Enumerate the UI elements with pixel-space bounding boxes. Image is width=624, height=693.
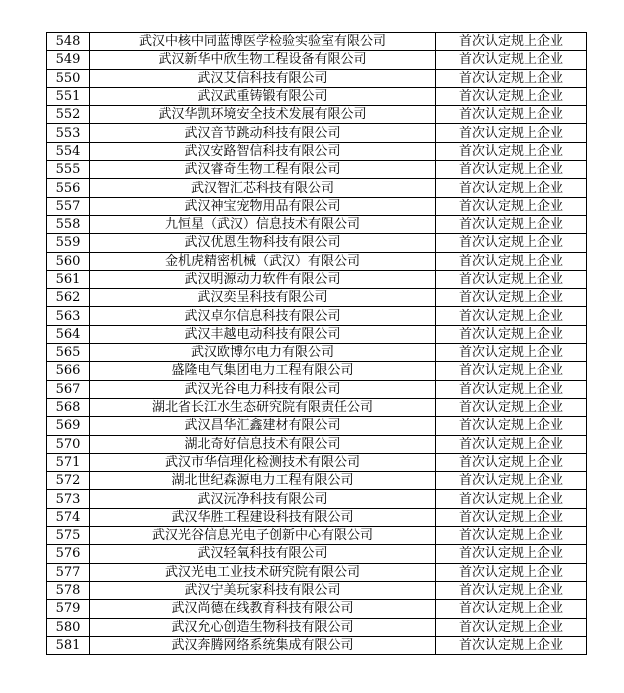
status-cell: 首次认定规上企业 [436,581,587,599]
company-name-cell: 武汉智汇芯科技有限公司 [90,179,436,197]
row-number-cell: 553 [47,124,90,142]
company-name-cell: 武汉欧博尔电力有限公司 [90,344,436,362]
status-cell: 首次认定规上企业 [436,270,587,288]
company-name-cell: 武汉睿奇生物工程有限公司 [90,161,436,179]
row-number-cell: 552 [47,106,90,124]
row-number-cell: 548 [47,33,90,51]
row-number-cell: 566 [47,362,90,380]
row-number-cell: 559 [47,234,90,252]
company-name-cell: 武汉奕呈科技有限公司 [90,289,436,307]
table-row [47,453,587,471]
company-name-cell: 金机虎精密机械（武汉）有限公司 [90,252,436,270]
table-row [47,289,587,307]
table-row [47,581,587,599]
table-row [47,380,587,398]
status-cell: 首次认定规上企业 [436,490,587,508]
company-name-cell: 湖北省长江水生态研究院有限责任公司 [90,398,436,416]
status-cell: 首次认定规上企业 [436,618,587,636]
row-number-cell: 562 [47,289,90,307]
table-row [47,197,587,215]
table-row [47,435,587,453]
row-number-cell: 576 [47,545,90,563]
table-row [47,142,587,160]
company-table-body [47,33,587,655]
table-row [47,106,587,124]
status-cell: 首次认定规上企业 [436,398,587,416]
status-cell: 首次认定规上企业 [436,380,587,398]
status-cell: 首次认定规上企业 [436,325,587,343]
company-name-cell: 武汉安路智信科技有限公司 [90,142,436,160]
status-cell: 首次认定规上企业 [436,106,587,124]
company-name-cell: 武汉新华中欣生物工程设备有限公司 [90,51,436,69]
table-row [47,307,587,325]
row-number-cell: 554 [47,142,90,160]
row-number-cell: 572 [47,472,90,490]
company-name-cell: 武汉尚德在线教育科技有限公司 [90,600,436,618]
table-row [47,508,587,526]
row-number-cell: 564 [47,325,90,343]
row-number-cell: 579 [47,600,90,618]
company-name-cell: 武汉光谷信息光电子创新中心有限公司 [90,527,436,545]
row-number-cell: 573 [47,490,90,508]
row-number-cell: 551 [47,87,90,105]
row-number-cell: 549 [47,51,90,69]
status-cell: 首次认定规上企业 [436,69,587,87]
status-cell: 首次认定规上企业 [436,51,587,69]
status-cell: 首次认定规上企业 [436,527,587,545]
row-number-cell: 550 [47,69,90,87]
company-name-cell: 武汉光谷电力科技有限公司 [90,380,436,398]
table-row [47,215,587,233]
table-row [47,161,587,179]
table-row [47,33,587,51]
status-cell: 首次认定规上企业 [436,636,587,654]
status-cell: 首次认定规上企业 [436,215,587,233]
row-number-cell: 581 [47,636,90,654]
table-row [47,69,587,87]
row-number-cell: 555 [47,161,90,179]
status-cell: 首次认定规上企业 [436,142,587,160]
company-name-cell: 武汉卓尔信息科技有限公司 [90,307,436,325]
status-cell: 首次认定规上企业 [436,289,587,307]
status-cell: 首次认定规上企业 [436,600,587,618]
table-row [47,87,587,105]
status-cell: 首次认定规上企业 [436,435,587,453]
table-row [47,563,587,581]
company-name-cell: 武汉神宝宠物用品有限公司 [90,197,436,215]
company-name-cell: 武汉允心创造生物科技有限公司 [90,618,436,636]
status-cell: 首次认定规上企业 [436,362,587,380]
row-number-cell: 580 [47,618,90,636]
company-name-cell: 武汉昌华汇鑫建材有限公司 [90,417,436,435]
table-row [47,490,587,508]
company-name-cell: 武汉华凯环境安全技术发展有限公司 [90,106,436,124]
table-row [47,618,587,636]
company-name-cell: 湖北世纪森源电力工程有限公司 [90,472,436,490]
row-number-cell: 571 [47,453,90,471]
company-name-cell: 武汉丰越电动科技有限公司 [90,325,436,343]
row-number-cell: 567 [47,380,90,398]
table-row [47,527,587,545]
table-row [47,545,587,563]
table-row [47,398,587,416]
table-row [47,124,587,142]
row-number-cell: 557 [47,197,90,215]
company-name-cell: 武汉音节跳动科技有限公司 [90,124,436,142]
company-name-cell: 武汉明源动力软件有限公司 [90,270,436,288]
table-row [47,636,587,654]
row-number-cell: 556 [47,179,90,197]
row-number-cell: 575 [47,527,90,545]
company-name-cell: 武汉艾信科技有限公司 [90,69,436,87]
status-cell: 首次认定规上企业 [436,124,587,142]
status-cell: 首次认定规上企业 [436,161,587,179]
status-cell: 首次认定规上企业 [436,472,587,490]
status-cell: 首次认定规上企业 [436,87,587,105]
status-cell: 首次认定规上企业 [436,197,587,215]
status-cell: 首次认定规上企业 [436,563,587,581]
table-row [47,270,587,288]
status-cell: 首次认定规上企业 [436,33,587,51]
company-table [46,32,587,655]
status-cell: 首次认定规上企业 [436,344,587,362]
row-number-cell: 561 [47,270,90,288]
row-number-cell: 577 [47,563,90,581]
row-number-cell: 570 [47,435,90,453]
row-number-cell: 558 [47,215,90,233]
company-name-cell: 武汉武重铸锻有限公司 [90,87,436,105]
company-name-cell: 武汉宁美玩家科技有限公司 [90,581,436,599]
company-name-cell: 九恒星（武汉）信息技术有限公司 [90,215,436,233]
row-number-cell: 568 [47,398,90,416]
status-cell: 首次认定规上企业 [436,234,587,252]
row-number-cell: 574 [47,508,90,526]
company-name-cell: 武汉光电工业技术研究院有限公司 [90,563,436,581]
row-number-cell: 560 [47,252,90,270]
table-row [47,362,587,380]
row-number-cell: 565 [47,344,90,362]
company-name-cell: 武汉优恩生物科技有限公司 [90,234,436,252]
table-row [47,252,587,270]
table-row [47,51,587,69]
company-name-cell: 武汉华胜工程建设科技有限公司 [90,508,436,526]
row-number-cell: 563 [47,307,90,325]
company-name-cell: 武汉市华信理化检测技术有限公司 [90,453,436,471]
status-cell: 首次认定规上企业 [436,545,587,563]
company-name-cell: 武汉轻氧科技有限公司 [90,545,436,563]
table-row [47,417,587,435]
table-row [47,325,587,343]
company-name-cell: 湖北奇好信息技术有限公司 [90,435,436,453]
status-cell: 首次认定规上企业 [436,252,587,270]
status-cell: 首次认定规上企业 [436,453,587,471]
status-cell: 首次认定规上企业 [436,508,587,526]
status-cell: 首次认定规上企业 [436,417,587,435]
table-row [47,179,587,197]
company-name-cell: 盛隆电气集团电力工程有限公司 [90,362,436,380]
status-cell: 首次认定规上企业 [436,179,587,197]
row-number-cell: 569 [47,417,90,435]
company-name-cell: 武汉沅净科技有限公司 [90,490,436,508]
table-row [47,472,587,490]
company-name-cell: 武汉奔腾网络系统集成有限公司 [90,636,436,654]
company-name-cell: 武汉中核中同蓝博医学检验实验室有限公司 [90,33,436,51]
status-cell: 首次认定规上企业 [436,307,587,325]
table-row [47,600,587,618]
table-row [47,234,587,252]
table-row [47,344,587,362]
row-number-cell: 578 [47,581,90,599]
